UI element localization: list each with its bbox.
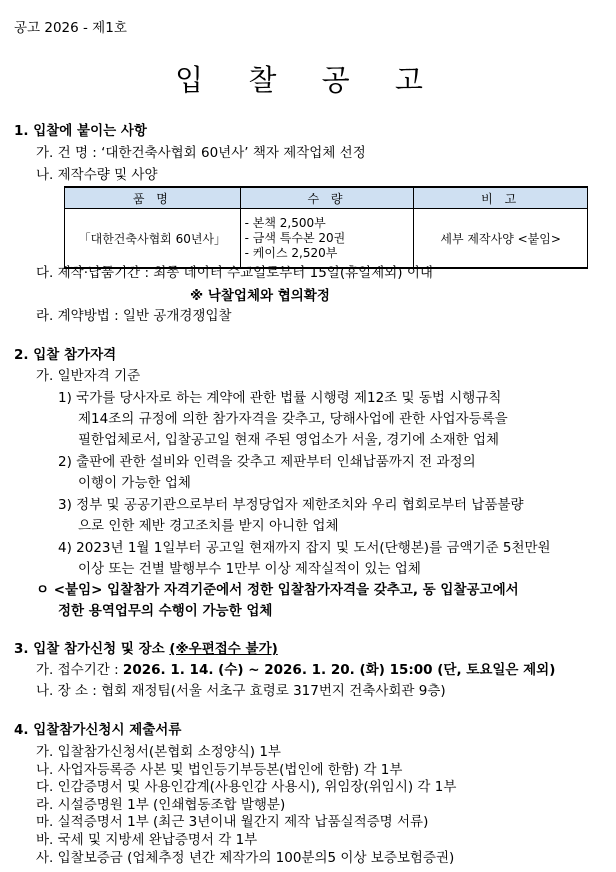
s1-item-ra: 라. 계약방법 : 일반 공개경쟁입찰 (36, 308, 232, 324)
spec-header-name: 품 명 (65, 187, 241, 209)
section-2-heading: 2. 입찰 참가자격 (14, 347, 117, 363)
s1-item-ga: 가. 건 명 : ‘대한건축사협회 60년사’ 책자 제작업체 선정 (36, 145, 366, 161)
spec-header-note: 비 고 (414, 187, 588, 209)
s3-ga-label: 가. 접수기간 : (36, 662, 123, 678)
section-4-heading: 4. 입찰참가신청시 제출서류 (14, 722, 182, 738)
criteria-item: 2) 출판에 관한 설비와 인력을 갖추고 제판부터 인쇄납품까지 전 과정의 (58, 454, 476, 470)
criteria-item: 1) 국가를 당사자로 하는 계약에 관한 법률 시행령 제12조 및 동법 시행규칙 (58, 390, 502, 406)
criteria-item-cont: 으로 인한 제반 경고조치를 받지 아니한 업체 (78, 518, 339, 534)
s3-item-ga (36, 662, 555, 679)
doc-item: 라. 시설증명원 1부 (인쇄협동조합 발행분) (36, 796, 286, 813)
s1-item-na: 나. 제작수량 및 사양 (36, 167, 158, 183)
s3-ga-value: 2026. 1. 14. (수) ~ 2026. 1. 20. (화) 15:00 (단, 토요일은 제외) (122, 662, 556, 678)
doc-item: 나. 사업자등록증 사본 및 법인등기부등본(법인에 한함) 각 1부 (36, 761, 403, 778)
page-title: 입 찰 공 고 (175, 63, 441, 97)
qty-line: - 본책 2,500부 (244, 215, 326, 230)
doc-item: 바. 국세 및 지방세 완납증명서 각 1부 (36, 832, 258, 848)
criteria-item-cont: 이행이 가능한 업체 (78, 475, 191, 491)
s2-item-ga: 가. 일반자격 기준 (36, 368, 141, 384)
spec-cell-note: 세부 제작사양 <붙임> (414, 209, 588, 269)
doc-item: 다. 인감증명서 및 사용인감계(사용인감 사용시), 위임장(위임시) 각 1부 (36, 779, 457, 796)
section-3-heading (14, 641, 278, 658)
criteria-item: 4) 2023년 1월 1일부터 공고일 현재까지 잡지 및 도서(단행본)를 금액기준 5천만원 (58, 540, 551, 556)
s3-item-na: 나. 장 소 : 협회 재정팀(서울 서초구 효령로 317번지 건축사회관 9층) (36, 683, 446, 699)
section-3-title: 3. 입찰 참가신청 및 장소 (14, 641, 170, 657)
s1-da-note: ※ 낙찰업체와 협의확정 (190, 288, 330, 304)
section-1-heading: 1. 입찰에 붙이는 사항 (14, 123, 147, 139)
section-3-note: (※우편접수 불가) (169, 641, 278, 657)
criteria-item-cont: 필한업체로서, 입찰공고일 현재 주된 영업소가 서울, 경기에 소재한 업체 (78, 432, 500, 448)
criteria-item-cont: 제14조의 규정에 의한 참가자격을 갖추고, 당해사업에 관한 사업자등록을 (78, 411, 508, 427)
criteria-item: 3) 정부 및 공공기관으로부터 부정당업자 제한조치와 우리 협회로부터 납품불량 (58, 497, 524, 513)
spec-header-qty: 수 량 (240, 187, 414, 209)
qty-line: - 금색 특수본 20권 (244, 230, 346, 245)
qty-line: - 케이스 2,520부 (244, 245, 338, 260)
s1-item-da: 다. 제작·납품기간 : 최종 데이터 수교일로부터 15일(휴일제외) 이내 (36, 265, 433, 281)
criteria-item-cont: 이상 또는 건별 발행부수 1만부 이상 제작실적이 있는 업체 (78, 561, 421, 577)
s2-note-cont: 정한 용역업무의 수행이 가능한 업체 (58, 603, 273, 619)
notice-number: 공고 2026 - 제1호 (14, 20, 127, 36)
doc-item: 가. 입찰참가신청서(본협회 소정양식) 1부 (36, 744, 281, 760)
s2-note: ㅇ <붙임> 입찰참가 자격기준에서 정한 입찰참가자격을 갖추고, 동 입찰공고에서 (36, 582, 519, 598)
spec-cell-name: ｢대한건축사협회 60년사｣ (65, 209, 241, 269)
spec-table (64, 186, 588, 269)
spec-cell-qty (240, 209, 414, 269)
doc-item: 사. 입찰보증금 (업체추정 년간 제작가의 100분의5 이상 보증보험증권) (36, 849, 455, 866)
doc-item: 마. 실적증명서 1부 (최근 3년이내 월간지 제작 납품실적증명 서류) (36, 814, 429, 831)
